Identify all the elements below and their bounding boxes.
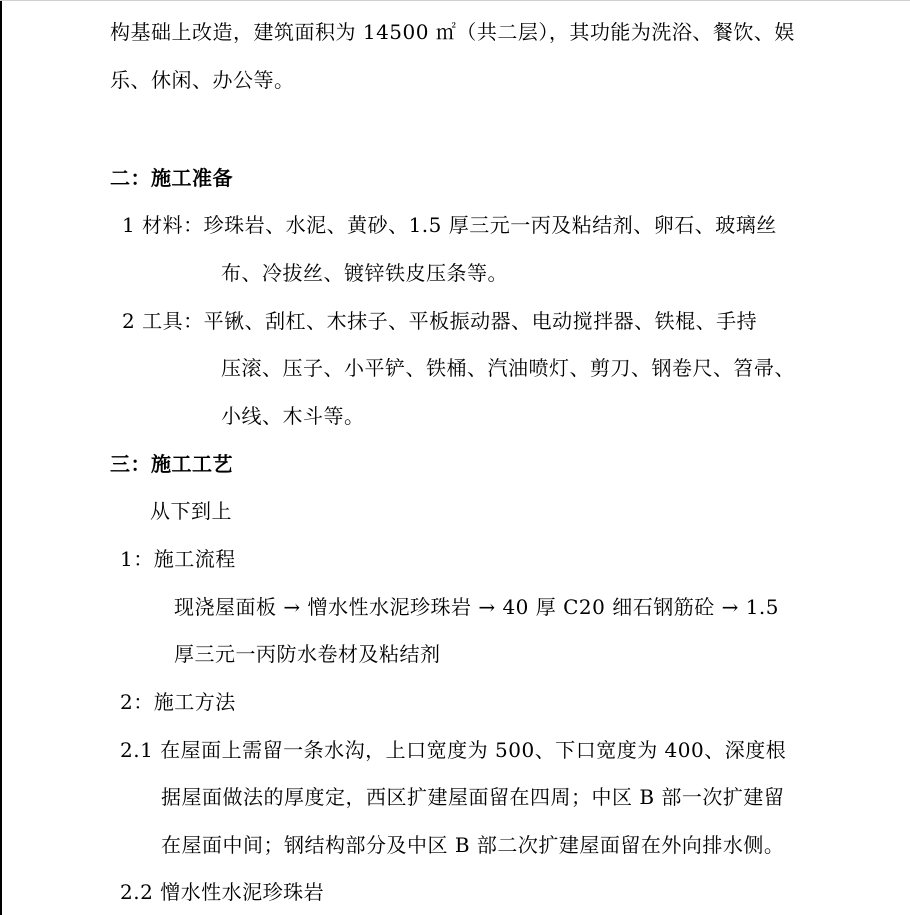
tools-line-1: 2 工具：平锹、刮杠、木抹子、平板振动器、电动搅拌器、铁棍、手持	[122, 309, 758, 333]
tools-line-2: 压滚、压子、小平铲、铁桶、汽油喷灯、剪刀、钢卷尺、笤帚、	[221, 356, 795, 380]
section-3-heading: 三：施工工艺	[110, 452, 233, 476]
method-heading: 2：施工方法	[120, 690, 236, 714]
method-2-1-line-1: 2.1 在屋面上需留一条水沟，上口宽度为 500、下口宽度为 400、深度根	[120, 738, 787, 762]
flow-line-2: 厚三元一丙防水卷材及粘结剂	[174, 642, 441, 666]
intro-line-2: 乐、休闲、办公等。	[110, 68, 295, 92]
method-2-1-line-3: 在屋面中间；钢结构部分及中区 B 部二次扩建屋面留在外向排水侧。	[161, 833, 785, 857]
intro-line-1: 构基础上改造，建筑面积为 14500 ㎡（共二层），其功能为洗浴、餐饮、娱	[110, 20, 795, 44]
materials-line-2: 布、冷拔丝、镀锌铁皮压条等。	[221, 261, 508, 285]
section-2-heading: 二：施工准备	[110, 166, 233, 190]
flow-heading: 1：施工流程	[120, 547, 236, 571]
order-note: 从下到上	[150, 499, 232, 523]
flow-line-1: 现浇屋面板 → 憎水性水泥珍珠岩 → 40 厚 C20 细石钢筋砼 → 1.5	[174, 595, 779, 619]
method-2-1-line-2: 据屋面做法的厚度定，西区扩建屋面留在四周；中区 B 部一次扩建留	[161, 785, 785, 809]
method-2-2: 2.2 憎水性水泥珍珠岩	[120, 880, 325, 904]
tools-line-3: 小线、木斗等。	[221, 404, 365, 428]
page-top-border	[0, 0, 910, 1]
page-left-border	[0, 0, 2, 915]
materials-line-1: 1 材料：珍珠岩、水泥、黄砂、1.5 厚三元一丙及粘结剂、卵石、玻璃丝	[122, 213, 777, 237]
